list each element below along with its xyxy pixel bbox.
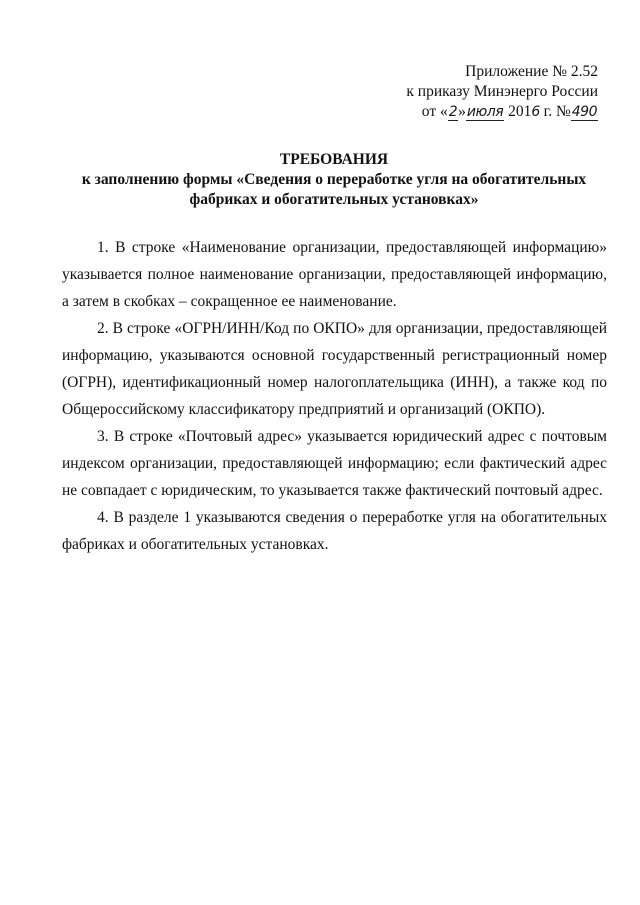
date-suffix: г. № <box>539 103 571 120</box>
handwritten-year-digit: 6 <box>531 104 540 120</box>
date-prefix: от « <box>421 103 448 120</box>
paragraph-3: 3. В строке «Почтовый адрес» указывается юридический адрес с почтовым индексом организации, предоставляющей информацию; если фактический адрес не совпадает с юридическим, то указывается также фактический почтовый адрес. <box>62 428 607 499</box>
attachment-header <box>406 62 598 122</box>
document-title <box>60 150 608 210</box>
paragraph-4: 4. В разделе 1 указываются сведения о переработке угля на обогатительных фабриках и обогатительных установках. <box>62 509 607 553</box>
title-subheading-1: к заполнению формы «Сведения о переработке угля на обогатительных <box>81 171 587 188</box>
paragraph-1: 1. В строке «Наименование организации, предоставляющей информацию» указывается полное наименование организации, предоставляющей информацию, а затем в скобках – сокращенное ее наименование. <box>62 239 607 310</box>
title-heading: ТРЕБОВАНИЯ <box>279 151 389 168</box>
order-reference: к приказу Минэнерго России <box>406 83 598 100</box>
handwritten-order-number: 490 <box>571 104 597 120</box>
order-date-line <box>406 102 598 122</box>
date-mid: » <box>458 103 466 120</box>
paragraph-2: 2. В строке «ОГРН/ИНН/Код по ОКПО» для организации, предоставляющей информацию, указываются основной государственный регистрационный номер (ОГРН), идентификационный номер налогоплательщика (ИНН), а также код по Общероссийскому классификатору предприятий и организаций (ОКПО). <box>62 320 607 418</box>
date-year-prefix: 201 <box>504 103 532 120</box>
requirements-body <box>62 234 607 558</box>
title-subheading-2: фабриках и обогатительных установках» <box>189 191 479 208</box>
attachment-number: Приложение № 2.52 <box>465 63 598 80</box>
handwritten-day: 2 <box>448 104 458 120</box>
handwritten-month: июля <box>466 104 504 120</box>
